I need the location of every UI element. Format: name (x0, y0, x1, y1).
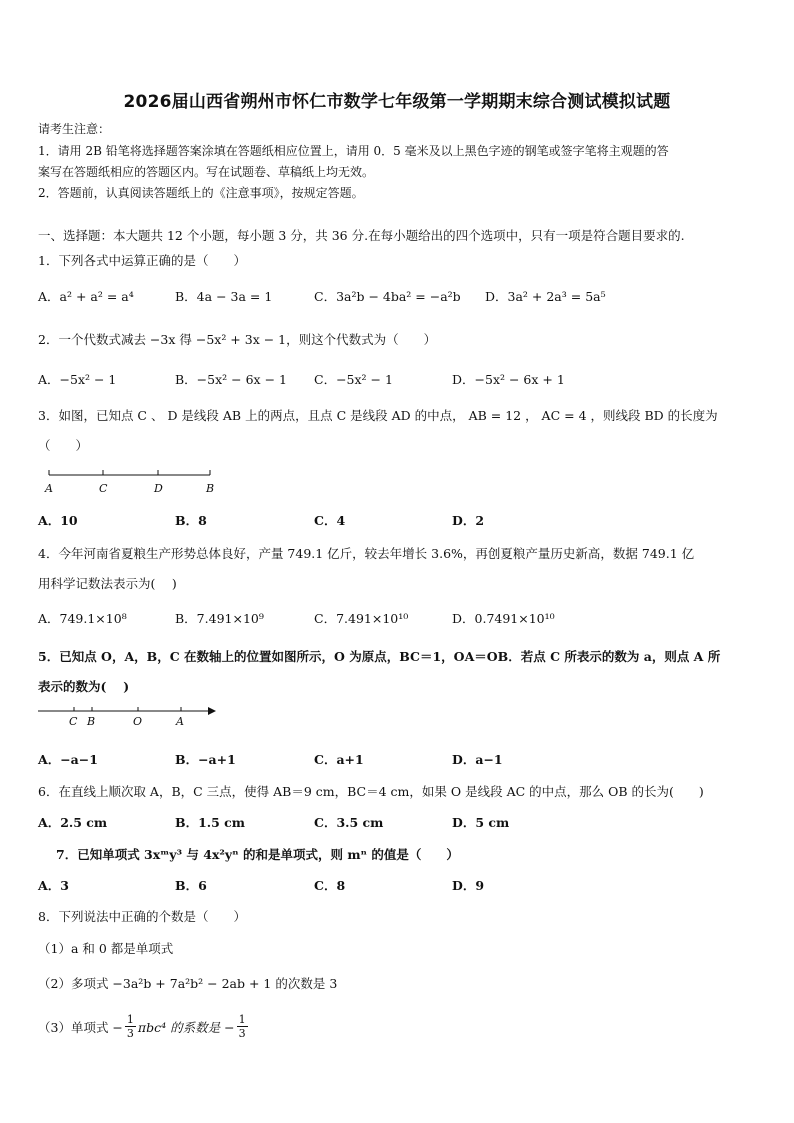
label-b: B (87, 715, 96, 728)
q3-segment-figure (38, 466, 228, 496)
notice-item-1-cont: 案写在答题纸相应的答题区内。写在试题卷、草稿纸上均无效。 (38, 165, 375, 179)
notice-heading: 请考生注意： (38, 122, 111, 136)
label-a: A (45, 482, 53, 495)
section-header: 一、选择题：本大题共 12 个小题，每小题 3 分，共 36 分.在每小题给出的四个选项中，只有一项是符合题目要求的. (38, 228, 685, 243)
q1-stem: 1．下列各式中运算正确的是（ ） (38, 253, 246, 268)
q6-option-a[interactable]: A．2.5 cm (38, 815, 108, 830)
q2-option-a[interactable]: A．−5x² − 1 (38, 372, 117, 387)
fraction-numerator: 1 (238, 1013, 246, 1026)
q7-stem: 7．已知单项式 3xᵐy³ 与 4x²yⁿ 的和是单项式，则 mⁿ 的值是（ ） (56, 847, 459, 862)
q7-option-b[interactable]: B．6 (175, 878, 207, 893)
fraction-denominator: 3 (238, 1027, 246, 1040)
q4-option-a[interactable]: A．749.1×10⁸ (38, 611, 127, 626)
fraction-one-third-coefficient (237, 1013, 248, 1040)
q3-option-a[interactable]: A．10 (38, 513, 78, 528)
q6-option-d[interactable]: D．5 cm (452, 815, 510, 830)
q7-option-c[interactable]: C．8 (314, 878, 346, 893)
page-title: 2026届山西省朔州市怀仁市数学七年级第一学期期末综合测试模拟试题 (123, 92, 671, 112)
q8-statement-3-mid: πbc⁴ 的系数是 − (137, 1019, 235, 1035)
q8-statement-1: （1）a 和 0 都是单项式 (38, 941, 174, 956)
q4-option-c[interactable]: C．7.491×10¹⁰ (314, 611, 409, 626)
q2-option-b[interactable]: B．−5x² − 6x − 1 (175, 372, 287, 387)
q8-statement-2: （2）多项式 −3a²b + 7a²b² − 2ab + 1 的次数是 3 (38, 976, 338, 991)
notice-item-2: 2．答题前，认真阅读答题纸上的《注意事项》，按规定答题。 (38, 186, 364, 200)
q3-option-b[interactable]: B．8 (175, 513, 207, 528)
q3-stem-cont: （ ） (38, 438, 89, 453)
notice-item-1: 1．请用 2B 铅笔将选择题答案涂填在答题纸相应位置上，请用 0．5 毫米及以上黑色字迹的钢笔或签字笔将主观题的答 (38, 144, 669, 158)
q5-stem: 5．已知点 O，A，B，C 在数轴上的位置如图所示，O 为原点，BC＝1，OA＝OB．若点 C 所表示的数为 a，则点 A 所 (38, 649, 721, 664)
fraction-denominator: 3 (126, 1027, 134, 1040)
q5-option-d[interactable]: D．a−1 (452, 752, 503, 767)
q1-option-b[interactable]: B．4a − 3a = 1 (175, 289, 273, 304)
q3-option-c[interactable]: C．4 (314, 513, 346, 528)
q5-option-a[interactable]: A．−a−1 (38, 752, 98, 767)
q2-option-c[interactable]: C．−5x² − 1 (314, 372, 393, 387)
q8-statement-3-prefix: （3）单项式 − (38, 1019, 123, 1035)
q5-option-b[interactable]: B．−a+1 (175, 752, 236, 767)
label-d: D (154, 482, 163, 495)
q4-stem: 4．今年河南省夏粮生产形势总体良好，产量 749.1 亿斤，较去年增长 3.6%，再创夏粮产量历史新高，数据 749.1 亿 (38, 546, 695, 561)
number-line-arrow-icon (208, 707, 216, 715)
label-a: A (176, 715, 184, 728)
label-c: C (99, 482, 108, 495)
q8-statement-3 (38, 1013, 250, 1040)
label-o: O (133, 715, 143, 728)
q8-stem: 8．下列说法中正确的个数是（ ） (38, 909, 246, 924)
label-c: C (69, 715, 78, 728)
label-b: B (206, 482, 215, 495)
q5-option-c[interactable]: C．a+1 (314, 752, 364, 767)
q5-stem-cont: 表示的数为( ) (38, 679, 130, 694)
q6-stem: 6．在直线上顺次取 A，B，C 三点，使得 AB＝9 cm，BC＝4 cm，如果 O 是线段 AC 的中点，那么 OB 的长为( ) (38, 784, 704, 799)
q4-option-d[interactable]: D．0.7491×10¹⁰ (452, 611, 555, 626)
q1-option-c[interactable]: C．3a²b − 4ba² = −a²b (314, 289, 461, 304)
fraction-one-third (125, 1013, 136, 1040)
q6-option-b[interactable]: B．1.5 cm (175, 815, 246, 830)
q4-option-b[interactable]: B．7.491×10⁹ (175, 611, 264, 626)
q3-option-d[interactable]: D．2 (452, 513, 485, 528)
q7-option-d[interactable]: D．9 (452, 878, 485, 893)
q5-number-line-figure (38, 700, 218, 728)
q2-option-d[interactable]: D．−5x² − 6x + 1 (452, 372, 565, 387)
fraction-numerator: 1 (126, 1013, 134, 1026)
q7-option-a[interactable]: A．3 (38, 878, 69, 893)
q2-stem: 2．一个代数式减去 −3x 得 −5x² + 3x − 1，则这个代数式为（ ） (38, 332, 437, 347)
q1-option-a[interactable]: A．a² + a² = a⁴ (38, 289, 134, 304)
q3-stem: 3．如图，已知点 C 、 D 是线段 AB 上的两点，且点 C 是线段 AD 的中点， AB = 12 ， AC = 4 ，则线段 BD 的长度为 (38, 408, 718, 423)
q1-option-d[interactable]: D．3a² + 2a³ = 5a⁵ (485, 289, 606, 304)
q4-stem-cont: 用科学记数法表示为( ) (38, 576, 177, 591)
q6-option-c[interactable]: C．3.5 cm (314, 815, 384, 830)
